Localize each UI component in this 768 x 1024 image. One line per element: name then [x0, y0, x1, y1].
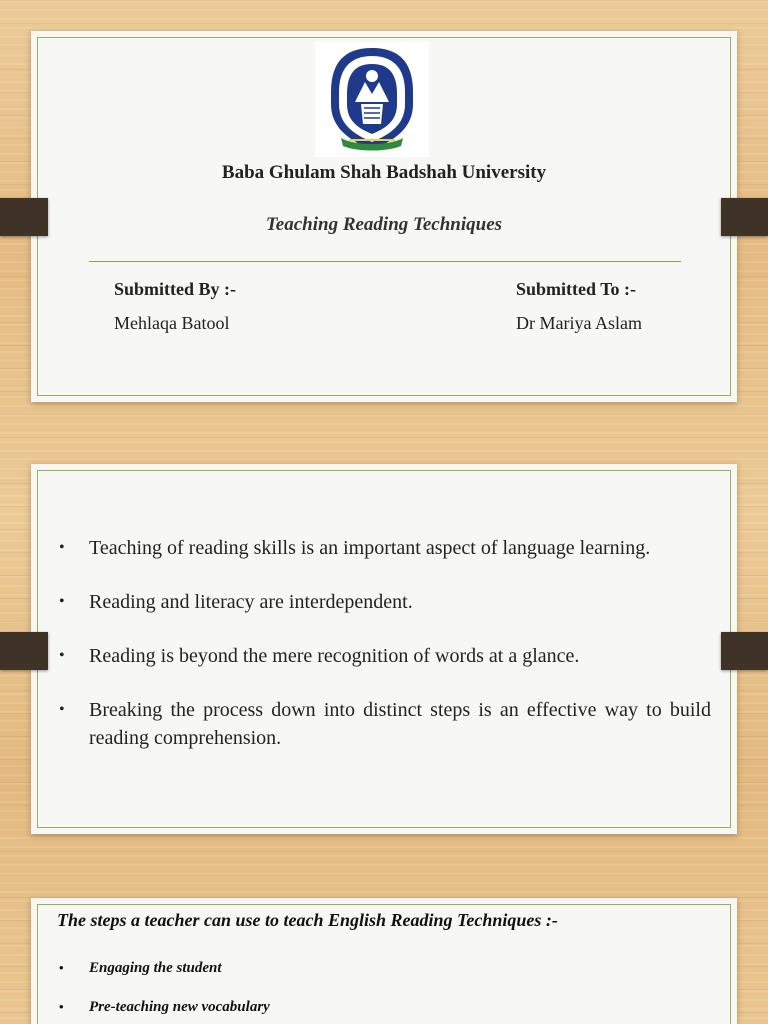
- submitted-by-label: Submitted By :-: [114, 279, 237, 299]
- steps-heading: The steps a teacher can use to teach English Reading Techniques :-: [57, 910, 558, 930]
- list-item: • Reading is beyond the mere recognition of words at a glance.: [59, 642, 711, 670]
- binder-clip: [721, 632, 768, 670]
- list-item: • Engaging the student: [59, 960, 222, 976]
- university-name: Baba Ghulam Shah Badshah University: [221, 162, 547, 183]
- bullet-icon: •: [59, 960, 64, 975]
- binder-clip: [0, 632, 48, 670]
- list-item: • Reading and literacy are interdependent.: [59, 588, 711, 616]
- list-item: • Breaking the process down into distinct steps is an effective way to build reading comprehension.: [59, 696, 711, 752]
- submitted-by-name: Mehlaqa Batool: [114, 313, 230, 333]
- university-logo-emblem: [315, 42, 429, 157]
- content-slide: [31, 464, 737, 834]
- presentation-title: Teaching Reading Techniques: [265, 214, 503, 235]
- bullet-icon: •: [59, 999, 64, 1014]
- steps-slide: [31, 898, 737, 1024]
- divider: [89, 261, 681, 262]
- list-item: • Teaching of reading skills is an important aspect of language learning.: [59, 534, 711, 562]
- bullet-icon: •: [59, 701, 65, 718]
- title-slide: [31, 31, 737, 402]
- university-logo: [315, 42, 429, 157]
- submitted-to-label: Submitted To :-: [516, 279, 637, 299]
- bullet-list: [59, 534, 711, 778]
- binder-clip: [0, 198, 48, 236]
- bullet-icon: •: [59, 539, 65, 556]
- binder-clip: [721, 198, 768, 236]
- list-item: • Pre-teaching new vocabulary: [59, 999, 270, 1015]
- bullet-icon: •: [59, 647, 65, 664]
- bullet-icon: •: [59, 593, 65, 610]
- submitted-to-name: Dr Mariya Aslam: [516, 313, 642, 333]
- steps-list: [59, 960, 270, 1024]
